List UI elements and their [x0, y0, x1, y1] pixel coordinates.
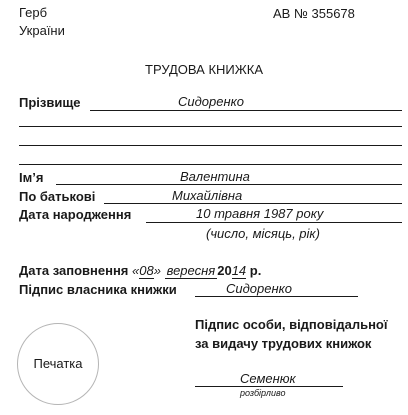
- patronymic-value: Михайлівна: [172, 188, 243, 203]
- series-number: АВ № 355678: [273, 6, 355, 21]
- owner-signature-value: Сидоренко: [226, 281, 293, 296]
- birthdate-line: [146, 222, 402, 223]
- fill-date-year-suffix: 14: [231, 263, 247, 278]
- owner-signature-line: [195, 296, 358, 297]
- fill-date-day: 08: [139, 263, 154, 278]
- responsible-hint: розбірливо: [240, 388, 286, 398]
- patronymic-label: По батькові: [19, 189, 96, 204]
- blank-line-3: [19, 164, 402, 165]
- surname-line: [90, 110, 402, 111]
- responsible-line2: за видачу трудових книжок: [195, 336, 372, 351]
- fill-date-open-quote: «: [132, 263, 140, 278]
- fill-date-close-quote: »: [153, 263, 161, 278]
- name-label: Ім’я: [19, 170, 44, 185]
- name-line: [56, 184, 402, 185]
- surname-label: Прізвище: [19, 95, 81, 110]
- responsible-signature-line: [195, 386, 343, 387]
- patronymic-line: [104, 203, 402, 204]
- fill-date-year-prefix: 20: [217, 263, 232, 278]
- fill-date-month: вересня: [166, 263, 216, 278]
- blank-line-1: [19, 126, 402, 127]
- surname-value: Сидоренко: [178, 94, 245, 109]
- name-value: Валентина: [180, 169, 250, 184]
- owner-signature-label: Підпис власника книжки: [19, 282, 177, 297]
- blank-line-2: [19, 145, 402, 146]
- stamp-label: Печатка: [33, 356, 83, 371]
- document-title: ТРУДОВА КНИЖКА: [145, 62, 263, 77]
- fill-date-label: Дата заповнення: [19, 263, 129, 278]
- birthdate-value: 10 травня 1987 року: [196, 206, 324, 221]
- birthdate-label: Дата народження: [19, 207, 132, 222]
- birthdate-hint: (число, місяць, рік): [206, 226, 320, 241]
- coat-of-arms-line2: України: [19, 23, 65, 38]
- fill-date-year-unit: р.: [249, 263, 262, 278]
- coat-of-arms-line1: Герб: [19, 5, 48, 20]
- responsible-signature: Семенюк: [240, 371, 296, 386]
- responsible-line1: Підпис особи, відповідальної: [195, 317, 388, 332]
- fill-date-row: [19, 263, 261, 278]
